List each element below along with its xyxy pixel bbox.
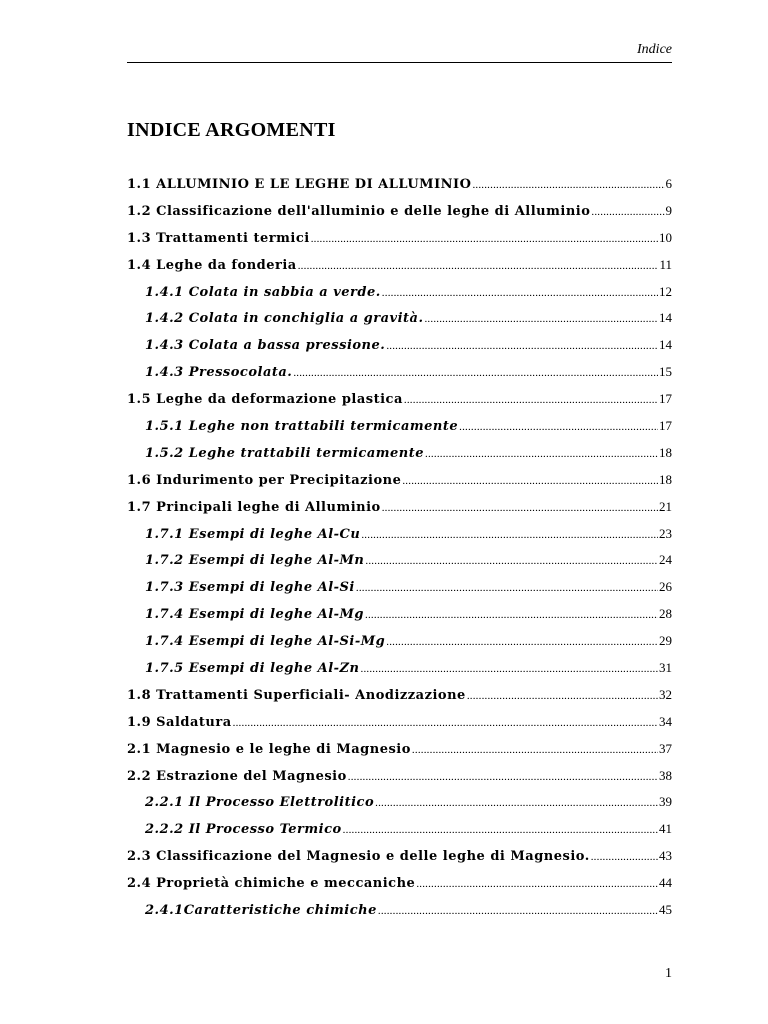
dot-leader xyxy=(404,394,658,406)
toc-entry[interactable] xyxy=(127,660,672,687)
toc-entry-label: 1.7.5 Esempi di leghe Al-Zn xyxy=(145,661,360,677)
running-header-title: Indice xyxy=(637,42,672,57)
toc-entry-label: 1.1 ALLUMINIO E LE LEGHE DI ALLUMINIO xyxy=(127,177,472,192)
toc-entry[interactable] xyxy=(127,633,672,660)
toc-entry[interactable] xyxy=(127,364,672,391)
dot-leader xyxy=(361,529,658,541)
dot-leader xyxy=(402,475,658,487)
toc-entry[interactable] xyxy=(127,794,672,821)
toc-entry-page: 14 xyxy=(659,337,672,353)
table-of-contents xyxy=(127,176,672,929)
toc-entry-page: 28 xyxy=(659,606,672,622)
toc-entry-label: 1.7.4 Esempi di leghe Al-Mg xyxy=(145,607,365,623)
toc-entry[interactable] xyxy=(127,687,672,714)
dot-leader xyxy=(343,824,658,836)
dot-leader xyxy=(365,609,658,621)
toc-entry-label: 1.4 Leghe da fonderia xyxy=(127,257,297,273)
page-number: 1 xyxy=(665,966,672,981)
toc-entry-label: 1.4.3 Pressocolata. xyxy=(145,365,293,381)
toc-entry-label: 2.2 Estrazione del Magnesio xyxy=(127,768,347,784)
toc-entry-label: 2.4.1Caratteristiche chimiche xyxy=(145,903,377,919)
toc-entry[interactable] xyxy=(127,472,672,499)
toc-entry-label: 2.1 Magnesio e le leghe di Magnesio xyxy=(127,741,411,757)
dot-leader xyxy=(382,502,658,514)
toc-entry-label: 2.3 Classificazione del Magnesio e delle leghe di Magnesio. xyxy=(127,849,590,865)
toc-entry-page: 14 xyxy=(659,310,672,326)
dot-leader xyxy=(365,555,658,567)
toc-entry-label: 1.8 Trattamenti Superficiali- Anodizzazione xyxy=(127,687,466,703)
toc-entry[interactable] xyxy=(127,848,672,875)
toc-entry-label: 1.9 Saldatura xyxy=(127,714,232,730)
toc-entry-page: 17 xyxy=(659,418,672,434)
toc-entry[interactable] xyxy=(127,310,672,337)
toc-entry[interactable] xyxy=(127,606,672,633)
toc-entry[interactable] xyxy=(127,337,672,364)
toc-entry-page: 43 xyxy=(659,848,672,864)
header-divider xyxy=(127,62,672,63)
toc-entry[interactable] xyxy=(127,499,672,526)
toc-entry-page: 44 xyxy=(659,875,672,891)
toc-entry-label: 1.7.3 Esempi di leghe Al-Si xyxy=(145,580,355,596)
toc-entry-label: 1.4.1 Colata in sabbia a verde. xyxy=(145,284,381,300)
toc-entry[interactable] xyxy=(127,284,672,311)
toc-entry[interactable] xyxy=(127,257,672,284)
toc-entry-page: 31 xyxy=(659,660,672,676)
dot-leader xyxy=(591,851,658,863)
toc-entry[interactable] xyxy=(127,875,672,902)
page-title: INDICE ARGOMENTI xyxy=(127,119,336,141)
toc-entry-page: 21 xyxy=(659,498,672,514)
toc-entry-page: 6 xyxy=(665,176,672,191)
toc-entry-page: 41 xyxy=(659,821,672,837)
toc-entry-label: 1.4.2 Colata in conchiglia a gravità. xyxy=(145,311,424,327)
dot-leader xyxy=(591,206,664,218)
toc-entry[interactable] xyxy=(127,526,672,553)
dot-leader xyxy=(298,260,659,272)
toc-entry-page: 24 xyxy=(659,552,672,568)
toc-entry-label: 1.7 Principali leghe di Alluminio xyxy=(127,499,381,515)
toc-entry[interactable] xyxy=(127,552,672,579)
toc-entry[interactable] xyxy=(127,768,672,795)
toc-entry-label: 1.2 Classificazione dell'alluminio e delle leghe di Alluminio xyxy=(127,203,591,219)
dot-leader xyxy=(348,771,658,783)
toc-entry-page: 11 xyxy=(659,256,672,272)
dot-leader xyxy=(412,744,658,756)
toc-entry-page: 18 xyxy=(659,444,672,460)
toc-entry-label: 1.4.3 Colata a bassa pressione. xyxy=(145,338,386,354)
dot-leader xyxy=(416,878,658,890)
toc-entry-label: 1.7.2 Esempi di leghe Al-Mn xyxy=(145,553,365,569)
toc-entry-label: 1.3 Trattamenti termici xyxy=(127,230,310,246)
dot-leader xyxy=(424,313,658,325)
toc-entry[interactable] xyxy=(127,579,672,606)
toc-entry[interactable] xyxy=(127,445,672,472)
toc-entry-label: 1.7.1 Esempi di leghe Al-Cu xyxy=(145,526,361,542)
toc-entry-page: 29 xyxy=(659,633,672,649)
toc-entry-page: 37 xyxy=(659,740,672,756)
toc-entry-page: 38 xyxy=(659,767,672,783)
dot-leader xyxy=(356,582,658,594)
toc-entry[interactable] xyxy=(127,902,672,929)
dot-leader xyxy=(382,287,658,299)
toc-entry[interactable] xyxy=(127,714,672,741)
toc-entry-page: 10 xyxy=(659,229,672,245)
dot-leader xyxy=(386,636,658,648)
toc-entry-label: 1.7.4 Esempi di leghe Al-Si-Mg xyxy=(145,634,386,650)
toc-entry-page: 34 xyxy=(659,713,672,729)
toc-entry[interactable] xyxy=(127,176,672,203)
dot-leader xyxy=(386,340,658,352)
toc-entry-label: 1.5 Leghe da deformazione plastica xyxy=(127,392,403,408)
dot-leader xyxy=(467,690,658,702)
toc-entry-label: 1.6 Indurimento per Precipitazione xyxy=(127,472,402,488)
dot-leader xyxy=(378,905,658,917)
toc-entry[interactable] xyxy=(127,230,672,257)
toc-entry-page: 9 xyxy=(665,202,672,218)
toc-entry-label: 2.4 Proprietà chimiche e meccaniche xyxy=(127,876,416,892)
dot-leader xyxy=(361,663,659,675)
toc-entry-page: 23 xyxy=(659,525,672,541)
toc-entry-label: 1.5.2 Leghe trattabili termicamente xyxy=(145,445,425,461)
dot-leader xyxy=(293,367,658,379)
dot-leader xyxy=(459,421,658,433)
toc-entry-page: 32 xyxy=(659,686,672,702)
toc-entry-label: 2.2.1 Il Processo Elettrolitico xyxy=(145,795,375,811)
toc-entry[interactable] xyxy=(127,821,672,848)
toc-entry-page: 15 xyxy=(659,364,672,380)
toc-entry[interactable] xyxy=(127,391,672,418)
toc-entry[interactable] xyxy=(127,741,672,768)
toc-entry-label: 2.2.2 Il Processo Termico xyxy=(145,822,342,838)
toc-entry[interactable] xyxy=(127,203,672,230)
toc-entry-page: 26 xyxy=(659,579,672,595)
dot-leader xyxy=(425,448,658,460)
toc-entry[interactable] xyxy=(127,418,672,445)
toc-entry-label: 1.5.1 Leghe non trattabili termicamente xyxy=(145,419,459,435)
toc-entry-page: 18 xyxy=(659,471,672,487)
dot-leader xyxy=(472,179,664,191)
dot-leader xyxy=(233,717,658,729)
dot-leader xyxy=(311,233,658,245)
dot-leader xyxy=(375,797,658,809)
toc-entry-page: 39 xyxy=(659,794,672,810)
toc-entry-page: 45 xyxy=(659,902,672,918)
toc-entry-page: 12 xyxy=(659,283,672,299)
toc-entry-page: 17 xyxy=(659,391,672,407)
